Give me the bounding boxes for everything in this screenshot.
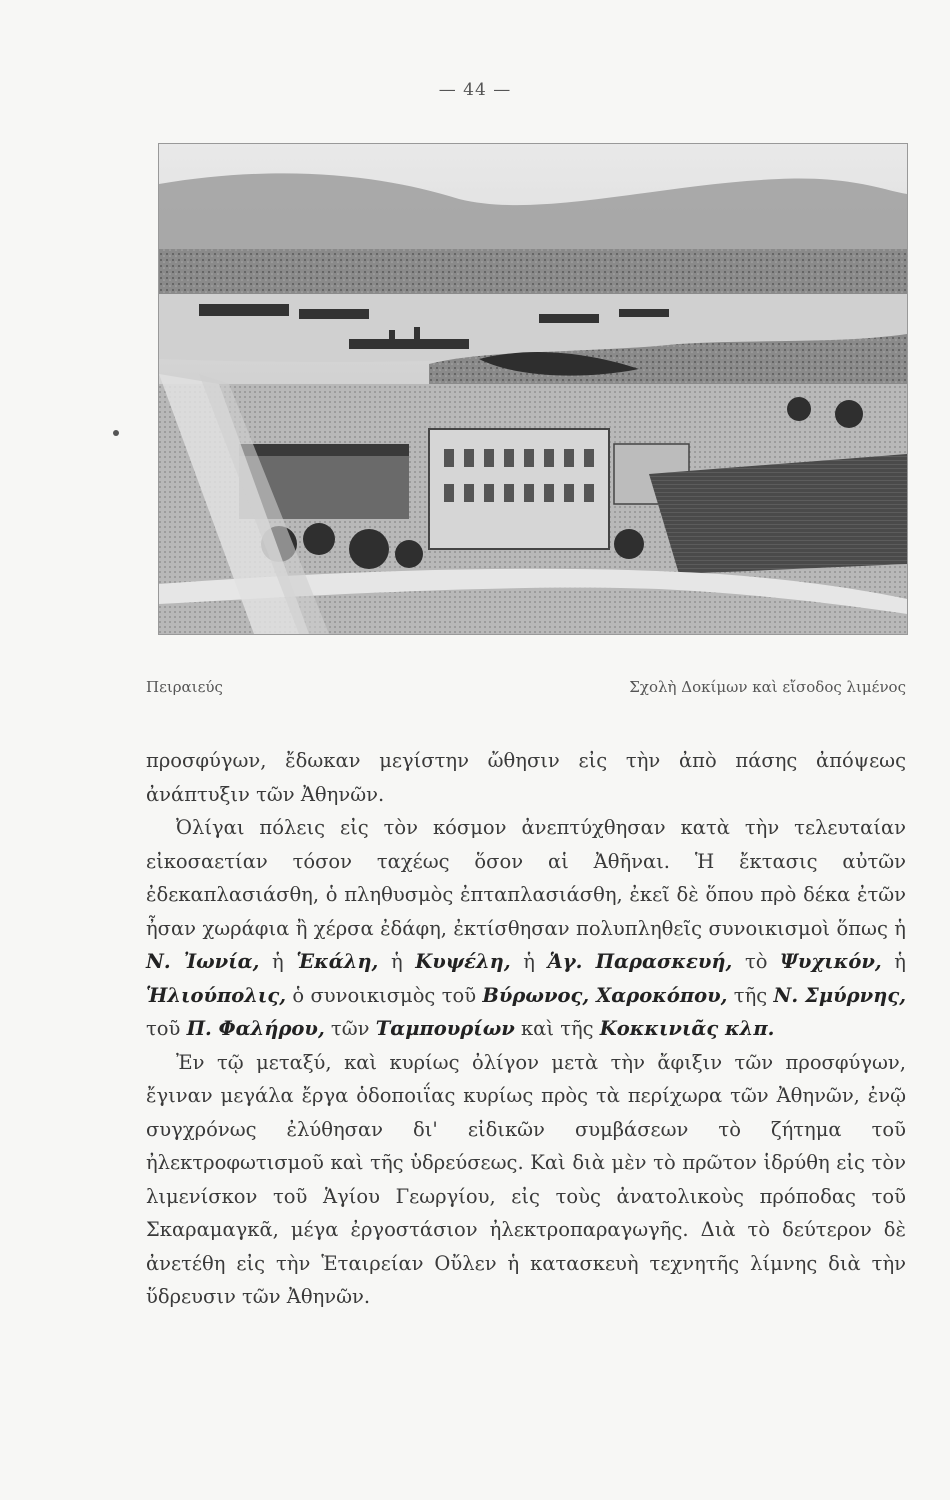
place-vyronos: Βύρωνος, Χαροκόπου, — [482, 983, 728, 1007]
place-kokkinia: Κοκκινιᾶς κλπ. — [599, 1017, 775, 1040]
separator: ἡ — [510, 950, 548, 973]
separator: τῶν — [324, 1017, 376, 1040]
place-p-falirou: Π. Φαλήρου, — [186, 1017, 325, 1040]
separator: ἡ — [378, 950, 416, 973]
place-n-ionia: Ν. Ἰωνία, — [146, 950, 260, 973]
paragraph-2-text: Ὀλίγαι πόλεις εἰς τὸν κόσμον ἀνεπτύχθησαν κατὰ τὴν τελευταίαν εἰκοσαετίαν τόσον ταχέως ὅσον αἱ Ἀθῆναι. Ἡ ἔκτασις αὐτῶν ἐδεκαπλασιάσθη, ὁ πληθυσμὸς ἐπταπλασιάσθη, ἐκεῖ δὲ ὅπου πρὸ δέκα ἐτῶν ἦσαν χωράφια ἢ χέρσα ἐδάφη, ἐκτίσθησαν πολυπληθεῖς συνοικισμοὶ ὅπως ἡ — [146, 816, 906, 940]
separator: καὶ τῆς — [514, 1017, 600, 1040]
place-psychiko: Ψυχικόν, — [780, 950, 882, 973]
separator: ὁ συνοικισμὸς τοῦ — [286, 983, 483, 1007]
place-n-smyrnis: Ν. Σμύρνης, — [773, 983, 906, 1007]
separator: τῆς — [727, 983, 774, 1007]
photo-illustration — [159, 144, 907, 634]
caption-location: Πειραιεύς — [146, 678, 223, 696]
separator: τὸ — [732, 950, 781, 973]
paragraph-1: προσφύγων, ἔδωκαν μεγίστην ὤθησιν εἰς τὴν ἀπὸ πάσης ἀπόψεως ἀνάπτυξιν τῶν Ἀθηνῶν. — [146, 749, 906, 806]
place-ilioupolis: Ἡλιούπολις, — [146, 983, 287, 1007]
separator: τοῦ — [146, 1017, 187, 1040]
page-number: — 44 — — [438, 80, 512, 100]
margin-mark — [113, 430, 119, 436]
separator: ἡ — [259, 950, 297, 973]
place-tambouria: Ταμπουρίων — [375, 1017, 515, 1040]
body-text — [146, 744, 906, 1314]
place-ekali: Ἑκάλη, — [296, 950, 379, 973]
caption-description: Σχολὴ Δοκίμων καὶ εἴσοδος λιμένος — [629, 678, 906, 696]
place-ag-paraskevi: Ἁγ. Παρασκευή, — [547, 950, 733, 973]
paragraph-2 — [146, 811, 906, 1046]
place-kypseli: Κυψέλη, — [415, 950, 511, 973]
harbor-photograph — [158, 143, 908, 635]
separator: ἡ — [881, 950, 906, 973]
paragraph-3: Ἐν τῷ μεταξύ, καὶ κυρίως ὀλίγον μετὰ τὴν ἄφιξιν τῶν προσφύγων, ἔγιναν μεγάλα ἔργα ὁδοποιΐας κυρίως πρὸς τὰ περίχωρα τῶν Ἀθηνῶν, ἐνῷ συγχρόνως ἐλύθησαν δι' εἰδικῶν συμβάσεων τὸ ζήτημα τοῦ ἠλεκτροφωτισμοῦ καὶ τῆς ὑδρεύσεως. Καὶ διὰ μὲν τὸ πρῶτον ἱδρύθη εἰς τὸν λιμενίσκον τοῦ Ἁγίου Γεωργίου, εἰς τοὺς ἀνατολικοὺς πρόποδας τοῦ Σκαραμαγκᾶ, μέγα ἐργοστάσιον ἠλεκτροπαραγωγῆς. Διὰ τὸ δεύτερον δὲ ἀνετέθη εἰς τὴν Ἑταιρείαν Οὔλεν ἡ κατασκευὴ τεχνητῆς λίμνης διὰ τὴν ὕδρευσιν τῶν Ἀθηνῶν. — [146, 1050, 906, 1308]
